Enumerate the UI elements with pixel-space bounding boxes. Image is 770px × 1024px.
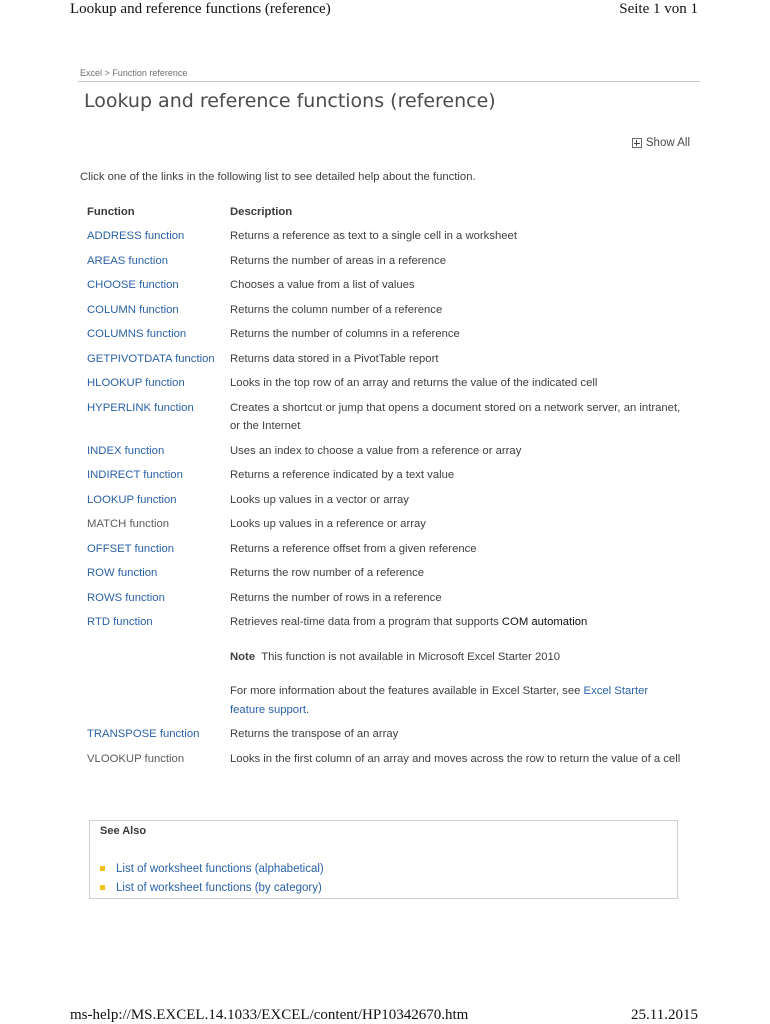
more-info-suffix: . [306,703,310,716]
row-description: Looks up values in a reference or array [230,518,426,530]
row-description: Looks up values in a vector or array [230,493,409,506]
row-description: Returns the column number of a reference [230,303,443,316]
indirect-function-link[interactable]: INDIRECT function [87,469,183,481]
areas-function-link[interactable]: AREAS function [87,254,169,267]
function-table [81,203,688,771]
worksheet-functions-alphabetical-link[interactable]: List of worksheet functions (alphabetical) [116,862,324,875]
table-row [81,610,688,722]
match-function-label: MATCH function [87,518,170,530]
rtd-note [230,648,682,667]
table-row [81,249,688,274]
transpose-function-link[interactable]: TRANSPOSE function [87,728,200,740]
breadcrumb [80,68,187,78]
more-info-text: For more information about the features available in Excel Starter, see [230,685,584,697]
header-divider [78,81,700,82]
row-description: Looks in the first column of an array and moves across the row to return the value of a cell [230,752,681,765]
table-row [81,298,688,323]
table-row [81,347,688,372]
index-function-link[interactable]: INDEX function [87,444,165,457]
rtd-description-text: Retrieves real-time data from a program that supports [230,616,502,628]
table-row [81,747,688,772]
columns-function-link[interactable]: COLUMNS function [87,328,187,340]
breadcrumb-excel[interactable]: Excel [80,68,103,78]
description-column-header: Description [230,206,293,218]
print-footer-date: 25.11.2015 [631,1007,698,1023]
row-description: Returns a reference as text to a single cell in a worksheet [230,230,517,242]
list-item [100,859,324,878]
table-row [81,488,688,513]
see-also-title: See Also [100,825,147,837]
row-description: Returns the number of areas in a reference [230,254,447,267]
print-footer [0,1007,770,1024]
column-function-link[interactable]: COLUMN function [87,303,179,316]
expand-plus-icon [632,138,642,148]
show-all-label: Show All [645,137,690,149]
row-description: Uses an index to choose a value from a reference or array [230,444,522,457]
bullet-icon [100,866,105,871]
note-text: This function is not available in Microsoft Excel Starter 2010 [261,650,561,663]
row-description: Chooses a value from a list of values [230,279,415,291]
address-function-link[interactable]: ADDRESS function [87,230,185,242]
function-column-header: Function [87,206,135,218]
table-row [81,537,688,562]
row-description: Returns the transpose of an array [230,728,399,740]
row-description: Returns a reference indicated by a text value [230,469,455,481]
worksheet-functions-by-category-link[interactable]: List of worksheet functions (by category) [116,881,322,894]
row-description: Returns the number of rows in a reference [230,591,442,604]
excel-starter-feature-support-link[interactable]: Excel Starter feature support [230,685,649,716]
print-header [0,0,770,22]
see-also-list [100,859,324,897]
getpivotdata-function-link[interactable]: GETPIVOTDATA function [87,352,215,365]
print-footer-url: ms-help://MS.EXCEL.14.1033/EXCEL/content/HP10342670.htm [70,1007,469,1023]
row-description: Looks in the top row of an array and returns the value of the indicated cell [230,377,598,389]
table-row [81,371,688,396]
rtd-description [224,610,688,722]
breadcrumb-function-reference[interactable]: Function reference [112,68,188,78]
table-row [81,586,688,611]
com-automation-term: COM automation [501,616,588,628]
table-row [81,722,688,747]
intro-text: Click one of the links in the following list to see detailed help about the function. [80,171,476,183]
row-description: Returns data stored in a PivotTable report [230,352,439,365]
row-function-link[interactable]: ROW function [87,567,158,579]
offset-function-link[interactable]: OFFSET function [87,542,175,555]
rtd-more-info [230,682,682,719]
vlookup-function-label: VLOOKUP function [87,752,185,765]
table-row [81,396,688,439]
table-row [81,512,688,537]
rtd-function-link[interactable]: RTD function [87,616,153,628]
hlookup-function-link[interactable]: HLOOKUP function [87,377,185,389]
row-description: Returns the row number of a reference [230,567,425,579]
row-description: Creates a shortcut or jump that opens a document stored on a network server, an intranet, or the Internet [230,401,681,432]
row-description: Returns a reference offset from a given reference [230,542,477,555]
table-row [81,561,688,586]
print-header-title: Lookup and reference functions (reference) [70,1,331,17]
list-item [100,878,324,897]
lookup-function-link[interactable]: LOOKUP function [87,493,177,506]
bullet-icon [100,885,105,890]
table-row [81,439,688,464]
print-header-page: Seite 1 von 1 [619,1,698,17]
row-description: Returns the number of columns in a reference [230,328,460,340]
breadcrumb-separator: > [104,68,110,78]
see-also-box [89,820,678,899]
table-row [81,224,688,249]
rows-function-link[interactable]: ROWS function [87,591,165,604]
table-row [81,463,688,488]
note-label: Note [230,650,256,663]
table-header-row [81,203,688,224]
page-title: Lookup and reference functions (reference) [84,90,496,112]
show-all-button[interactable] [632,137,690,149]
hyperlink-function-link[interactable]: HYPERLINK function [87,401,194,414]
table-row [81,273,688,298]
table-row [81,322,688,347]
choose-function-link[interactable]: CHOOSE function [87,279,179,291]
